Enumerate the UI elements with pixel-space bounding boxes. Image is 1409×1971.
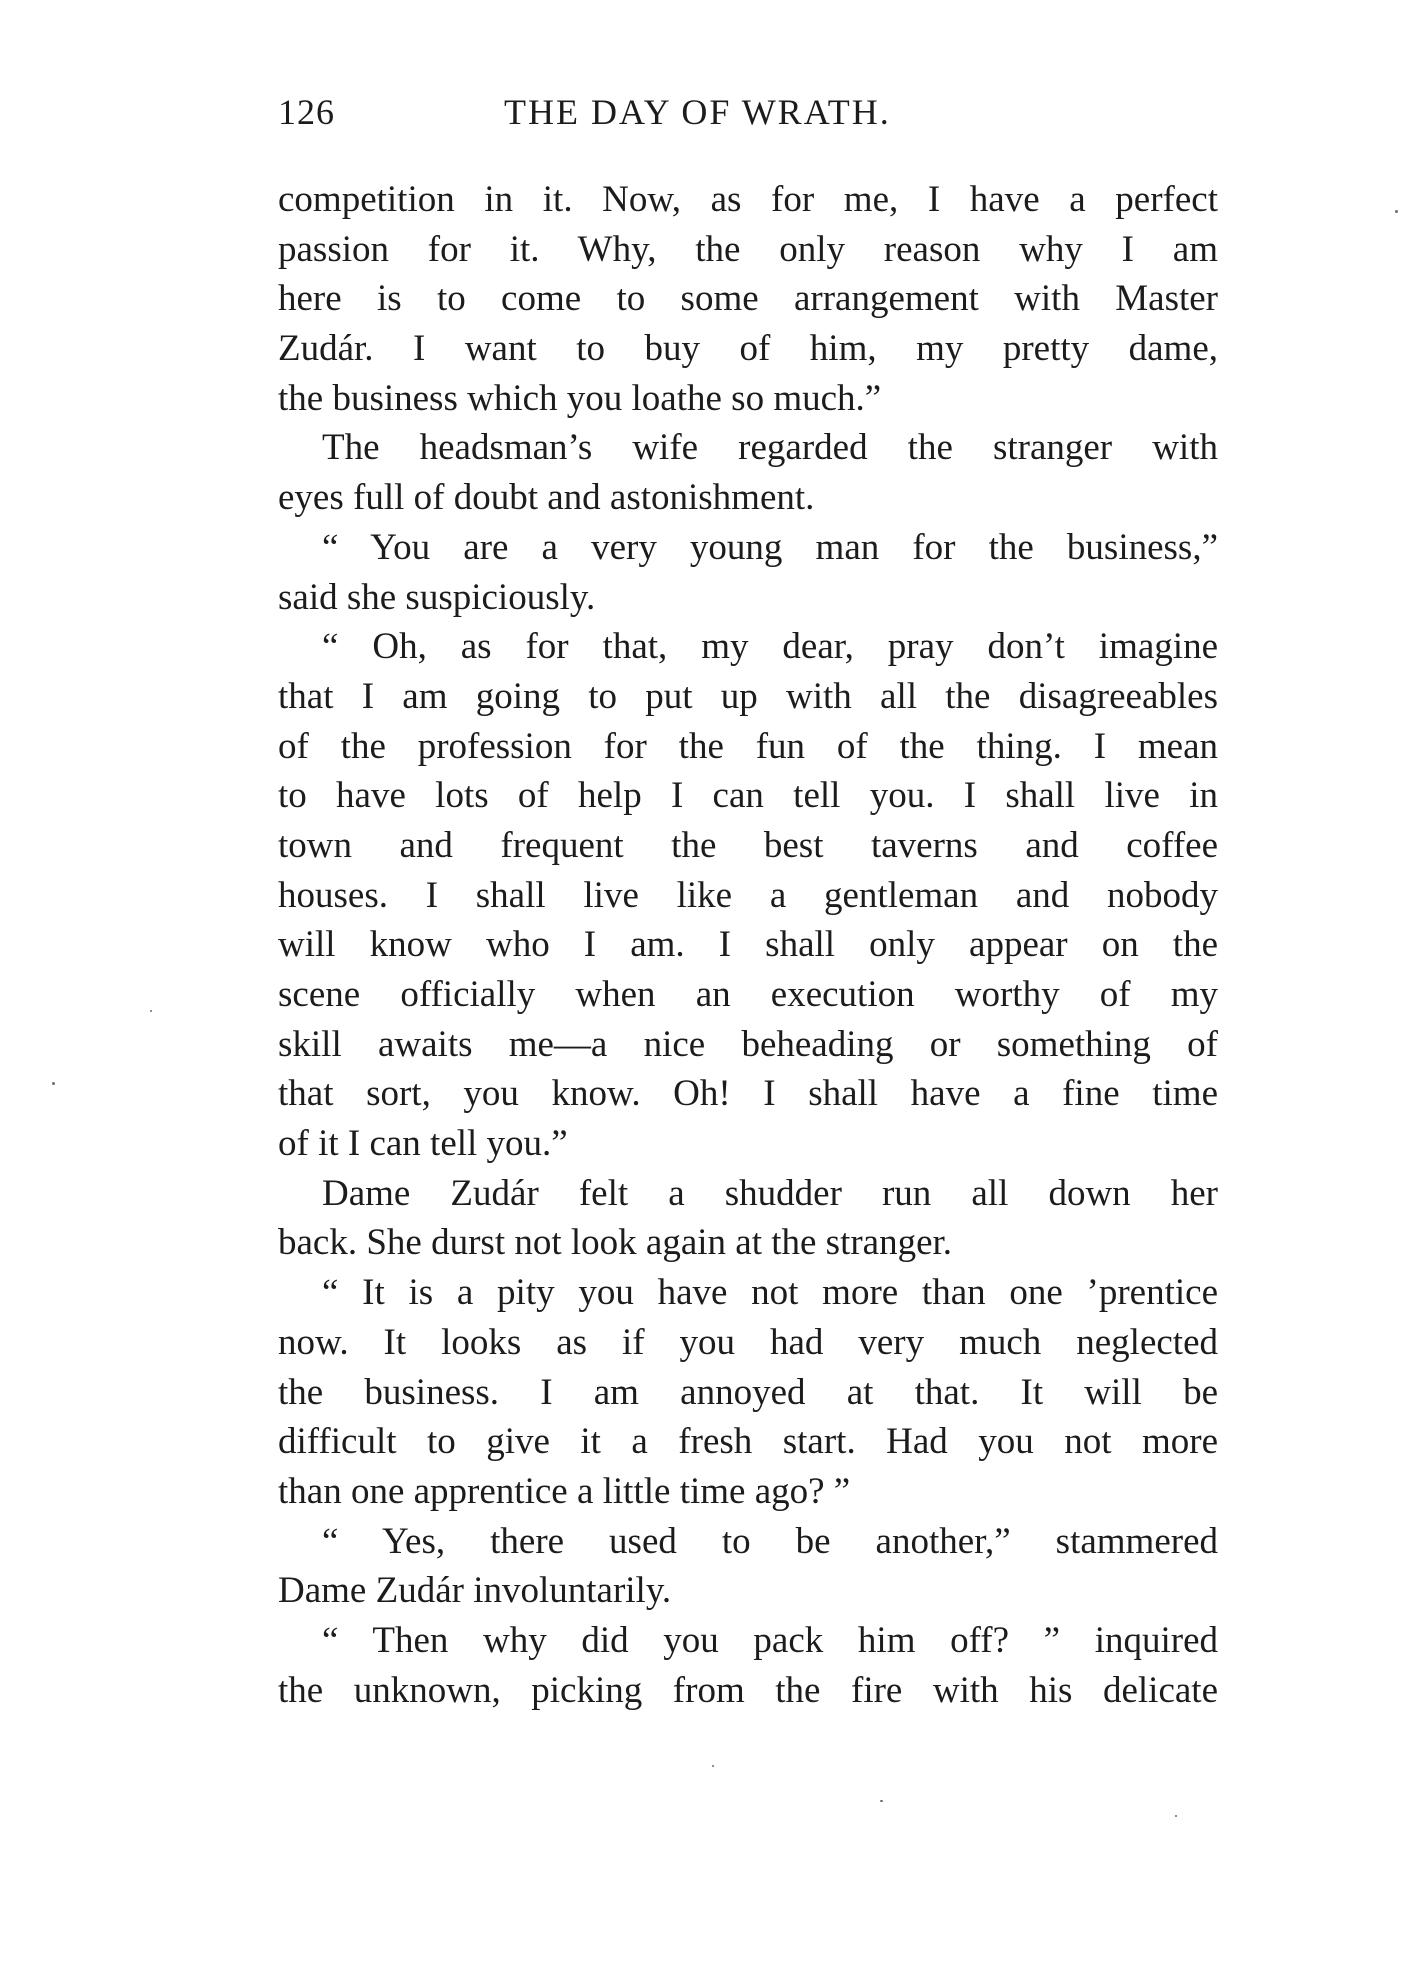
text-line: Zudár. I want to buy of him, my pretty dame, xyxy=(278,328,1218,370)
text-line: houses. I shall live like a gentleman and nobody xyxy=(278,874,1218,916)
scan-speck xyxy=(880,1800,883,1802)
text-line: of it I can tell you.” xyxy=(278,1123,568,1165)
text-line: competition in it. Now, as for me, I have a perfect xyxy=(278,179,1218,220)
text-line: “ It is a pity you have not more than one ’prentice xyxy=(322,1272,1218,1314)
text-line: to have lots of help I can tell you. I shall live in xyxy=(278,775,1218,817)
text-line: the unknown, picking from the fire with his delicate xyxy=(278,1669,1218,1711)
scan-speck xyxy=(150,1010,152,1012)
text-line: “ Oh, as for that, my dear, pray don’t imagine xyxy=(322,626,1218,668)
text-line: town and frequent the best taverns and coffee xyxy=(278,824,1218,866)
text-line: Dame Zudár involuntarily. xyxy=(278,1570,672,1612)
text-line: will know who I am. I shall only appear on the xyxy=(278,924,1218,966)
running-title: THE DAY OF WRATH. xyxy=(504,92,891,132)
text-line: “ Then why did you pack him off? ” inquired xyxy=(322,1619,1218,1661)
scan-speck xyxy=(1175,1815,1177,1817)
body-text xyxy=(278,175,1218,1715)
text-line: now. It looks as if you had very much neglected xyxy=(278,1321,1218,1363)
text-line: here is to come to some arrangement with Master xyxy=(278,278,1218,320)
text-line: Dame Zudár felt a shudder run all down her xyxy=(322,1172,1218,1214)
text-line: that I am going to put up with all the disagreeables xyxy=(278,675,1218,717)
page-number: 126 xyxy=(278,92,335,132)
running-head xyxy=(278,84,1218,140)
text-line: the business. I am annoyed at that. It will be xyxy=(278,1371,1218,1413)
text-line: “ Yes, there used to be another,” stammered xyxy=(322,1520,1218,1562)
text-line: the business which you loathe so much.” xyxy=(278,377,882,419)
text-line: The headsman’s wife regarded the stranger with xyxy=(322,427,1218,469)
scan-speck xyxy=(1395,210,1398,213)
text-line: back. She durst not look again at the stranger. xyxy=(278,1222,953,1264)
text-line: difficult to give it a fresh start. Had you not more xyxy=(278,1421,1218,1463)
text-line: skill awaits me—a nice beheading or something of xyxy=(278,1023,1218,1065)
text-line: passion for it. Why, the only reason why I am xyxy=(278,228,1218,270)
text-line: “ You are a very young man for the business,” xyxy=(322,526,1218,568)
text-line: of the profession for the fun of the thing. I mean xyxy=(278,725,1218,767)
scan-speck xyxy=(52,1082,55,1085)
text-line: eyes full of doubt and astonishment. xyxy=(278,477,815,519)
text-line: said she suspiciously. xyxy=(278,576,596,618)
text-line: scene officially when an execution worthy of my xyxy=(278,974,1218,1015)
scan-speck xyxy=(712,1765,714,1767)
text-line: that sort, you know. Oh! I shall have a fine time xyxy=(278,1073,1218,1115)
text-line: than one apprentice a little time ago? ” xyxy=(278,1470,851,1512)
